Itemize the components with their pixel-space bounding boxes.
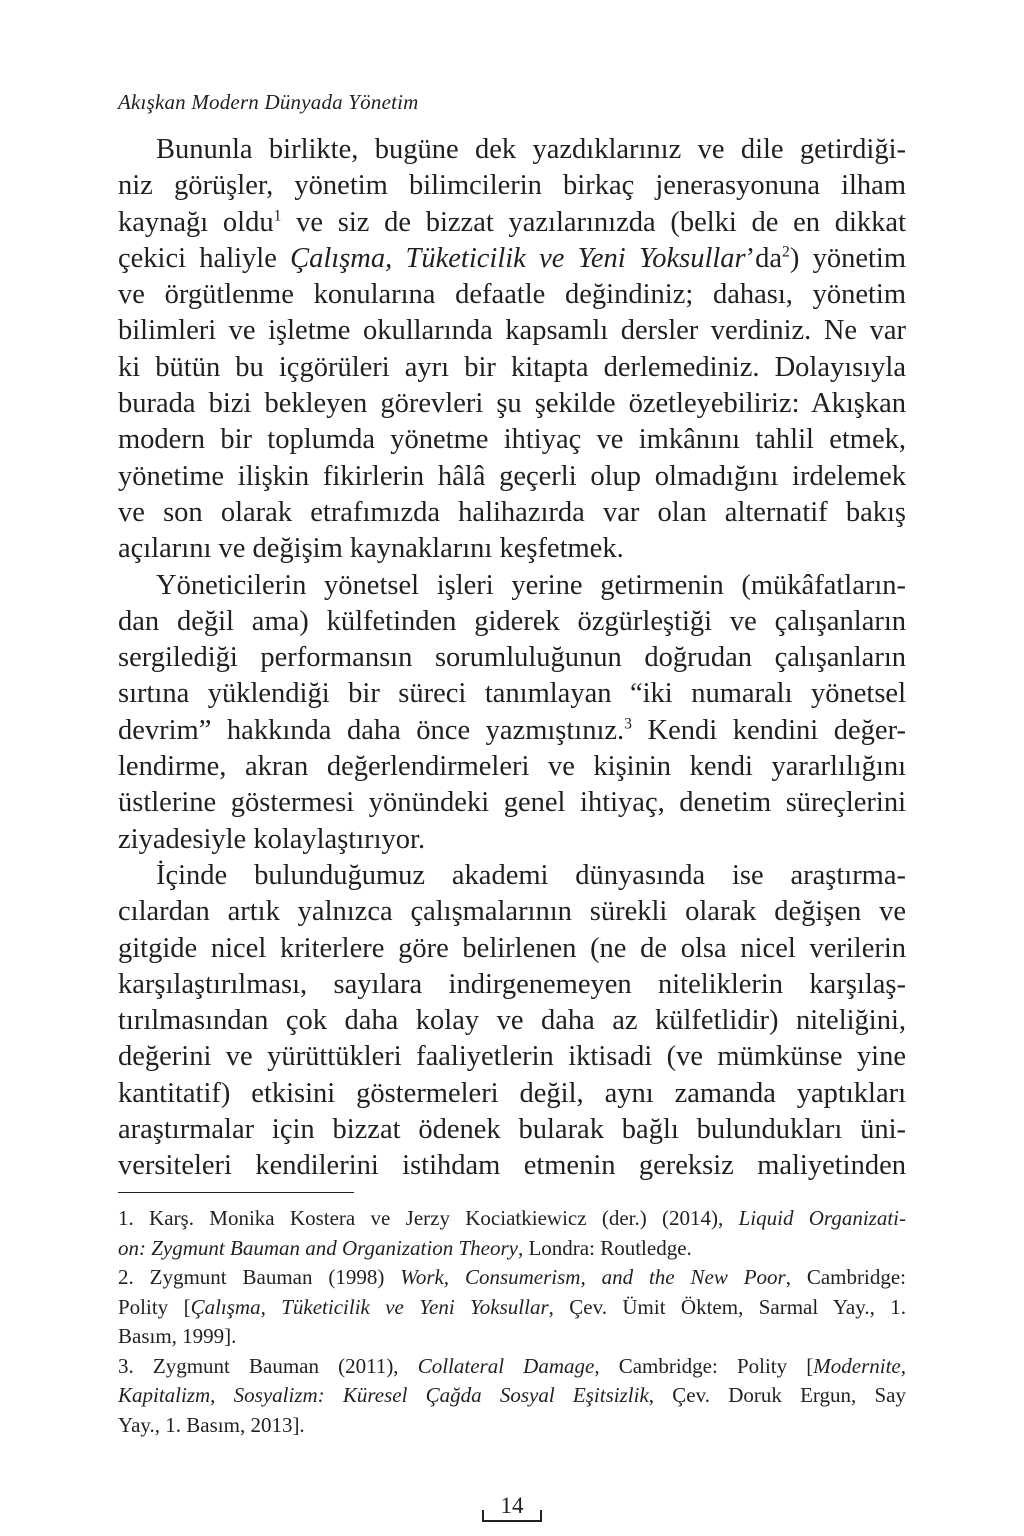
footnote-line bbox=[118, 1411, 906, 1441]
footnote-line bbox=[118, 1381, 906, 1411]
body-line bbox=[118, 1148, 906, 1184]
body-line bbox=[118, 785, 906, 821]
body-line bbox=[118, 1112, 906, 1148]
text-run: bilimleri ve işletme okullarında kapsamlı dersler verdiniz. Ne var bbox=[118, 315, 906, 347]
text-run: Bununla birlikte, bugüne dek yazdıklarınız ve dile getirdiği- bbox=[156, 134, 906, 165]
page-number-block bbox=[478, 1490, 546, 1526]
body-line bbox=[118, 822, 906, 858]
text-run: devrim” hakkında daha önce yazmıştınız. bbox=[118, 714, 625, 746]
footnote-divider bbox=[118, 1192, 354, 1193]
body-line bbox=[118, 676, 906, 712]
text-run: çekici haliyle bbox=[118, 242, 291, 274]
running-head: Akışkan Modern Dünyada Yönetim bbox=[118, 90, 419, 114]
text-run: versiteleri kendilerini istihdam etmenin gereksiz maliyetinden bbox=[118, 1150, 906, 1182]
text-run: yönetime ilişkin fikirlerin hâlâ geçerli olup olmadığını irdelemek bbox=[118, 460, 906, 492]
footnote-reference: 3 bbox=[624, 715, 632, 733]
body-line bbox=[118, 459, 906, 495]
footnote-line bbox=[118, 1322, 906, 1352]
body-line bbox=[118, 640, 906, 676]
text-run: ve örgütlenme konularına defaatle değindiniz; dahası, yönetim bbox=[118, 279, 906, 311]
text-run: , Londra: Routledge. bbox=[517, 1235, 692, 1260]
body-line bbox=[118, 967, 906, 1003]
body-line bbox=[118, 568, 906, 604]
text-run: Çalışma, Tüketicilik ve Yeni Yoksullar bbox=[190, 1294, 549, 1319]
body-line bbox=[118, 422, 906, 458]
body-line bbox=[118, 168, 906, 204]
text-run: ve siz de bizzat yazılarınızda (belki de en dikkat bbox=[281, 206, 907, 238]
footnote-line bbox=[118, 1204, 906, 1234]
text-run: araştırmalar için bizzat ödenek bularak bağlı bulundukları üni- bbox=[118, 1114, 906, 1146]
text-run: kantitatif) etkisini göstermeleri değil, aynı zamanda yaptıkları bbox=[118, 1077, 906, 1109]
text-run: niz görüşler, yönetim bilimcilerin birkaç jenerasyonuna ilham bbox=[118, 170, 906, 202]
body-line bbox=[118, 241, 906, 277]
footnotes bbox=[118, 1204, 906, 1440]
page-number-right-tick bbox=[540, 1510, 542, 1522]
page-number: 14 bbox=[500, 1493, 524, 1518]
text-run: modern bir toplumda yönetme ihtiyaç ve imkânını tahlil etmek, bbox=[118, 424, 906, 456]
text-run: burada bizi bekleyen görevleri şu şekilde özetleyebiliriz: Akışkan bbox=[118, 388, 906, 420]
text-run: Basım, 1999]. bbox=[118, 1324, 237, 1348]
text-run: Çalışma, Tüketicilik ve Yeni Yoksullar bbox=[290, 242, 746, 274]
text-run: açılarını ve değişim kaynaklarını keşfetmek. bbox=[118, 533, 624, 565]
text-run: ziyadesiyle kolaylaştırıyor. bbox=[118, 823, 426, 855]
text-run: , Cambridge: Polity [ bbox=[594, 1353, 814, 1378]
text-run: ) yönetim bbox=[789, 242, 907, 274]
text-run: dan değil ama) külfetinden giderek özgürleştiği ve çalışanların bbox=[118, 605, 906, 637]
text-run: sırtına yüklendiği bir süreci tanımlayan “iki numaralı yönetsel bbox=[118, 678, 906, 710]
footnote-line bbox=[118, 1293, 906, 1323]
body-line bbox=[118, 350, 906, 386]
text-run: kaynağı oldu bbox=[118, 206, 274, 238]
body-line bbox=[118, 749, 906, 785]
text-run: 1. Karş. Monika Kostera ve Jerzy Kociatkiewicz (der.) (2014), bbox=[118, 1206, 739, 1230]
text-run: Yay., 1. Basım, 2013]. bbox=[118, 1412, 305, 1437]
footnote-line bbox=[118, 1263, 906, 1293]
text-run: Collateral Damage bbox=[417, 1353, 595, 1378]
footnote-line bbox=[118, 1352, 906, 1382]
body-text bbox=[118, 132, 906, 1185]
body-line bbox=[118, 386, 906, 422]
text-run: İçinde bulunduğumuz akademi dünyasında ise araştırma- bbox=[156, 859, 906, 891]
footnote-line bbox=[118, 1234, 906, 1264]
text-run: karşılaştırılması, sayılara indirgenemeyen niteliklerin karşılaş- bbox=[118, 968, 906, 1000]
text-run: Kendi kendini değer- bbox=[631, 714, 906, 746]
text-run: Liquid Organizati- bbox=[738, 1206, 906, 1230]
body-line bbox=[118, 277, 906, 313]
text-run: ve son olarak etrafımızda halihazırda var olan alternatif bakış bbox=[118, 496, 906, 528]
text-run: Modernite, bbox=[813, 1353, 906, 1378]
text-run: 2. Zygmunt Bauman (1998) bbox=[118, 1265, 401, 1289]
text-run: 3. Zygmunt Bauman (2011), bbox=[118, 1353, 418, 1378]
text-run: cılardan artık yalnızca çalışmalarının sürekli olarak değişen ve bbox=[118, 896, 906, 928]
body-line bbox=[118, 205, 906, 241]
text-run: Polity [ bbox=[118, 1294, 191, 1319]
body-line bbox=[118, 313, 906, 349]
text-run: , Çev. Doruk Ergun, Say bbox=[648, 1383, 906, 1407]
text-run: değerini ve yürüttükleri faaliyetlerin iktisadi (ve mümkünse yine bbox=[118, 1041, 906, 1073]
text-run: lendirme, akran değerlendirmeleri ve kişinin kendi yararlılığını bbox=[118, 751, 906, 783]
footnote-reference: 2 bbox=[782, 243, 790, 261]
text-run: , Cambridge: bbox=[785, 1265, 906, 1289]
body-line bbox=[118, 1076, 906, 1112]
body-line bbox=[118, 531, 906, 567]
text-run: üstlerine göstermesi yönündeki genel ihtiyaç, denetim süreçlerini bbox=[118, 787, 906, 819]
body-line bbox=[118, 894, 906, 930]
body-line bbox=[118, 495, 906, 531]
text-run: on: Zygmunt Bauman and Organization Theory bbox=[118, 1235, 518, 1260]
text-run: tırılmasından çok daha kolay ve daha az külfetlidir) niteliğini, bbox=[118, 1005, 906, 1037]
body-line bbox=[118, 1003, 906, 1039]
body-line bbox=[118, 604, 906, 640]
text-run: ’da bbox=[745, 242, 783, 274]
text-run: gitgide nicel kriterlere göre belirlenen (ne de olsa nicel verilerin bbox=[118, 932, 906, 964]
body-line bbox=[118, 858, 906, 894]
page-number-underline bbox=[482, 1520, 542, 1522]
body-line bbox=[118, 1039, 906, 1075]
text-run: sergilediği performansın sorumluluğunun doğrudan çalışanların bbox=[118, 642, 906, 674]
text-run: Yöneticilerin yönetsel işleri yerine getirmenin (mükâfatların- bbox=[156, 569, 906, 601]
body-line bbox=[118, 931, 906, 967]
footnote-reference: 1 bbox=[273, 207, 282, 225]
body-line bbox=[118, 132, 906, 168]
body-line bbox=[118, 713, 906, 749]
page-number-left-tick bbox=[482, 1510, 484, 1522]
text-run: Work, Consumerism, and the New Poor bbox=[400, 1265, 786, 1289]
text-run: , Çev. Ümit Öktem, Sarmal Yay., 1. bbox=[548, 1294, 906, 1319]
text-run: ki bütün bu içgörüleri ayrı bir kitapta derlemediniz. Dolayısıyla bbox=[118, 351, 906, 383]
text-run: Kapitalizm, Sosyalizm: Küresel Çağda Sosyal Eşitsizlik bbox=[118, 1383, 649, 1407]
